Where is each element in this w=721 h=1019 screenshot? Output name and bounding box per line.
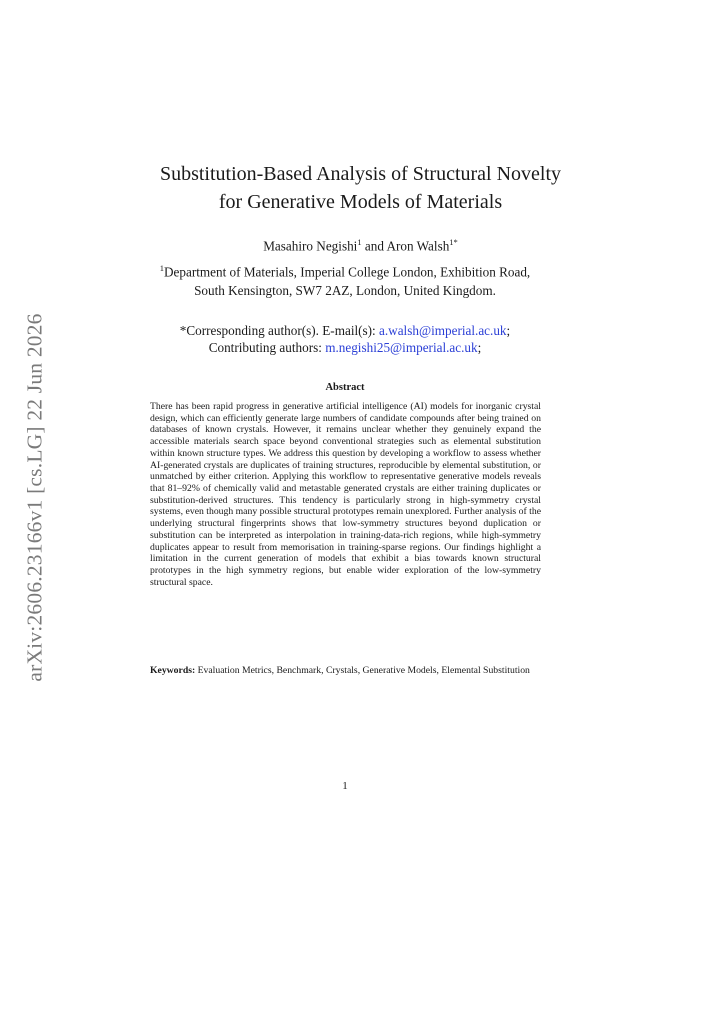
punctuation: ; — [477, 340, 482, 355]
contact-block — [0, 322, 690, 356]
affiliation-marker: 1 — [357, 237, 362, 247]
author-list — [0, 233, 721, 255]
paper-title — [0, 160, 721, 216]
affiliation-line-2: South Kensington, SW7 2AZ, London, United Kingdom. — [194, 283, 496, 299]
page-number: 1 — [342, 780, 348, 792]
affiliation-block — [0, 259, 690, 300]
contributing-label: Contributing authors: — [208, 340, 326, 355]
author-connector: and — [361, 238, 387, 254]
contributing-authors-line — [0, 339, 690, 356]
keywords-block — [150, 665, 541, 677]
corresponding-author-line — [0, 322, 690, 339]
affiliation-marker: 1* — [449, 237, 458, 247]
author-name: Aron Walsh — [386, 238, 450, 254]
arxiv-identifier-text: arXiv:2606.23166v1 [cs.LG] 22 Jun 2026 — [22, 313, 47, 682]
keywords-text: Evaluation Metrics, Benchmark, Crystals, Generative Models, Elemental Substitution — [195, 665, 530, 676]
paper-title-line-2: for Generative Models of Materials — [218, 191, 503, 213]
abstract-body: There has been rapid progress in generative artificial intelligence (AI) models for inorganic crystal design, which can efficiently generate large numbers of candidate compounds after being trained on databases of known crystals. However, it remains unclear whether they genuinely expand the accessible materials search space beyond conventional strategies such as elemental substitution within known structure types. We address this question by developing a workflow to assess whether AI-generated crystals are duplicates of training structures, reproducible by elemental substitution, or unmatched by either criterion. Applying this workflow to representative generative models reveals that 81–92% of chemically valid and metastable generated crystals are either training duplicates or substitution-derived structures. This tendency is particularly strong in high-symmetry crystal systems, even though many possible structural prototypes remain unexplored. Further analysis of the underlying structural fingerprints shows that low-symmetry structures beyond duplication or substitution can be interpreted as interpolation in training-data-rich regions, while high-symmetry duplicates appear to result from memorisation in training-sparse regions. Our findings highlight a limitation in the current generation of models that exhibit a bias towards known structural prototypes in the high symmetry regions, but enable wider exploration of the low-symmetry structural space. — [150, 401, 541, 588]
affiliation-marker: 1 — [159, 263, 164, 273]
contributing-email-link[interactable]: m.negishi25@imperial.ac.uk — [325, 340, 478, 355]
author-name: Masahiro Negishi — [263, 238, 358, 254]
affiliation-line-1 — [0, 259, 690, 281]
corresponding-email-link[interactable]: a.walsh@imperial.ac.uk — [379, 323, 507, 338]
abstract-heading: Abstract — [325, 382, 365, 393]
punctuation: ; — [506, 323, 511, 338]
keywords-label: Keywords: — [150, 665, 196, 676]
corresponding-label: *Corresponding author(s). E-mail(s): — [179, 323, 380, 338]
affiliation-text: Department of Materials, Imperial College London, Exhibition Road, — [164, 264, 531, 280]
arxiv-identifier-stamp — [18, 300, 52, 695]
paper-title-line-1: Substitution-Based Analysis of Structural Novelty — [159, 163, 562, 185]
